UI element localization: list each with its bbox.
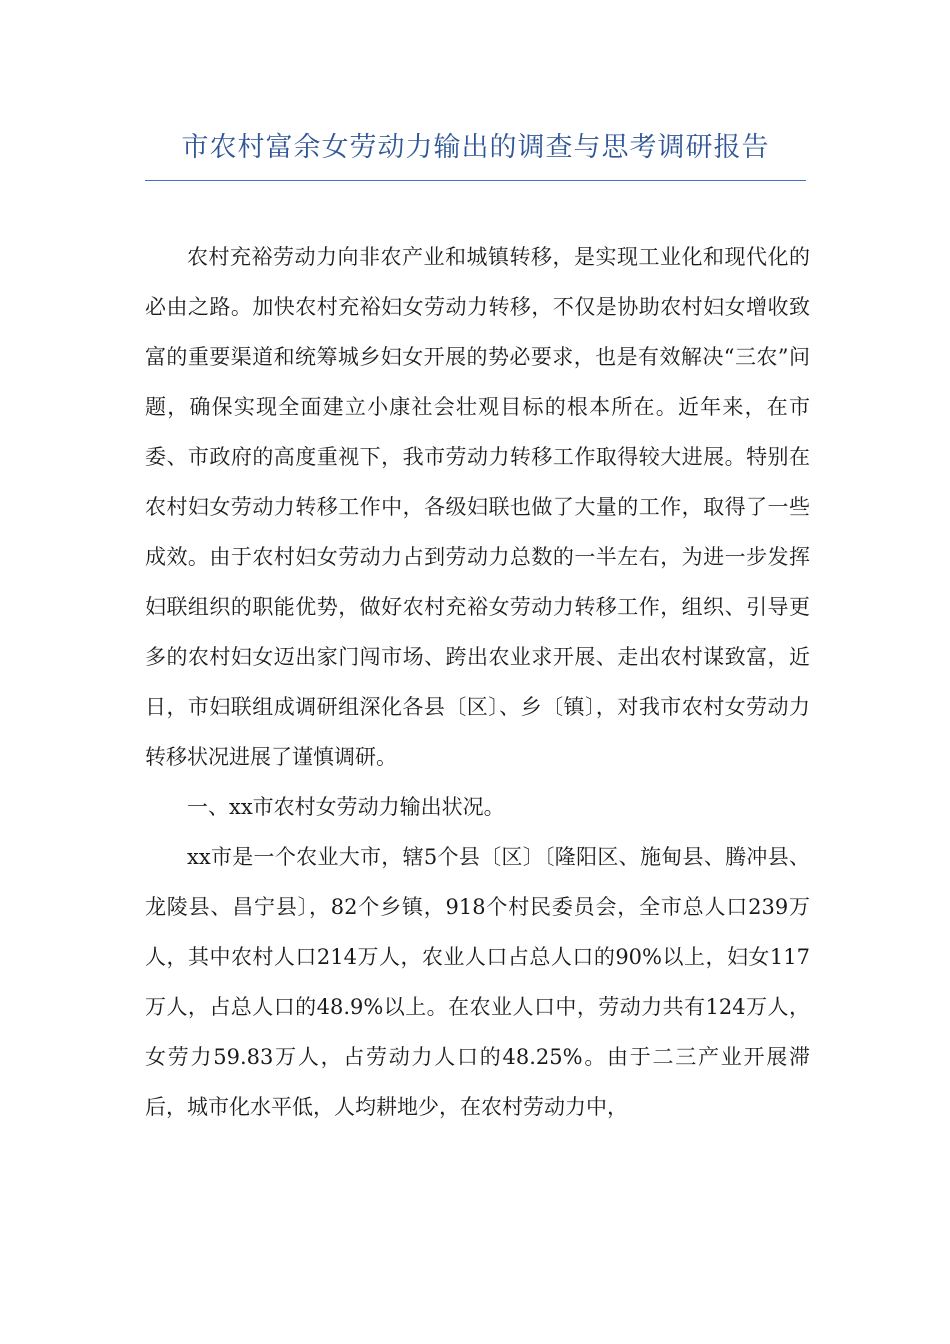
title-underline [145,180,806,181]
document-body [145,232,810,1132]
paragraph-statistics: xx市是一个农业大市，辖5个县〔区〕〔隆阳区、施甸县、腾冲县、龙陵县、昌宁县〕，82个乡镇，918个村民委员会，全市总人口239万人，其中农村人口214万人，农业人口占总人口的90%以上，妇女117万人，占总人口的48.9%以上。在农业人口中，劳动力共有124万人，女劳力59.83万人，占劳动力人口的48.25%。由于二三产业开展滞后，城市化水平低，人均耕地少，在农村劳动力中， [145,845,810,1119]
section-heading-1: 一、xx市农村女劳动力输出状况。 [187,795,505,819]
document-title: 市农村富余女劳动力输出的调查与思考调研报告 [181,132,770,163]
paragraph-intro: 农村充裕劳动力向非农产业和城镇转移，是实现工业化和现代化的必由之路。加快农村充裕妇女劳动力转移，不仅是协助农村妇女增收致富的重要渠道和统筹城乡妇女开展的势必要求，也是有效解决“三农”问题，确保实现全面建立小康社会壮观目标的根本所在。近年来，在市委、市政府的高度重视下，我市劳动力转移工作取得较大进展。特别在农村妇女劳动力转移工作中，各级妇联也做了大量的工作，取得了一些成效。由于农村妇女劳动力占到劳动力总数的一半左右，为进一步发挥妇联组织的职能优势，做好农村充裕女劳动力转移工作，组织、引导更多的农村妇女迈出家门闯市场、跨出农业求开展、走出农村谋致富，近日，市妇联组成调研组深化各县〔区〕、乡〔镇〕，对我市农村女劳动力转移状况进展了谨慎调研。 [145,245,810,769]
